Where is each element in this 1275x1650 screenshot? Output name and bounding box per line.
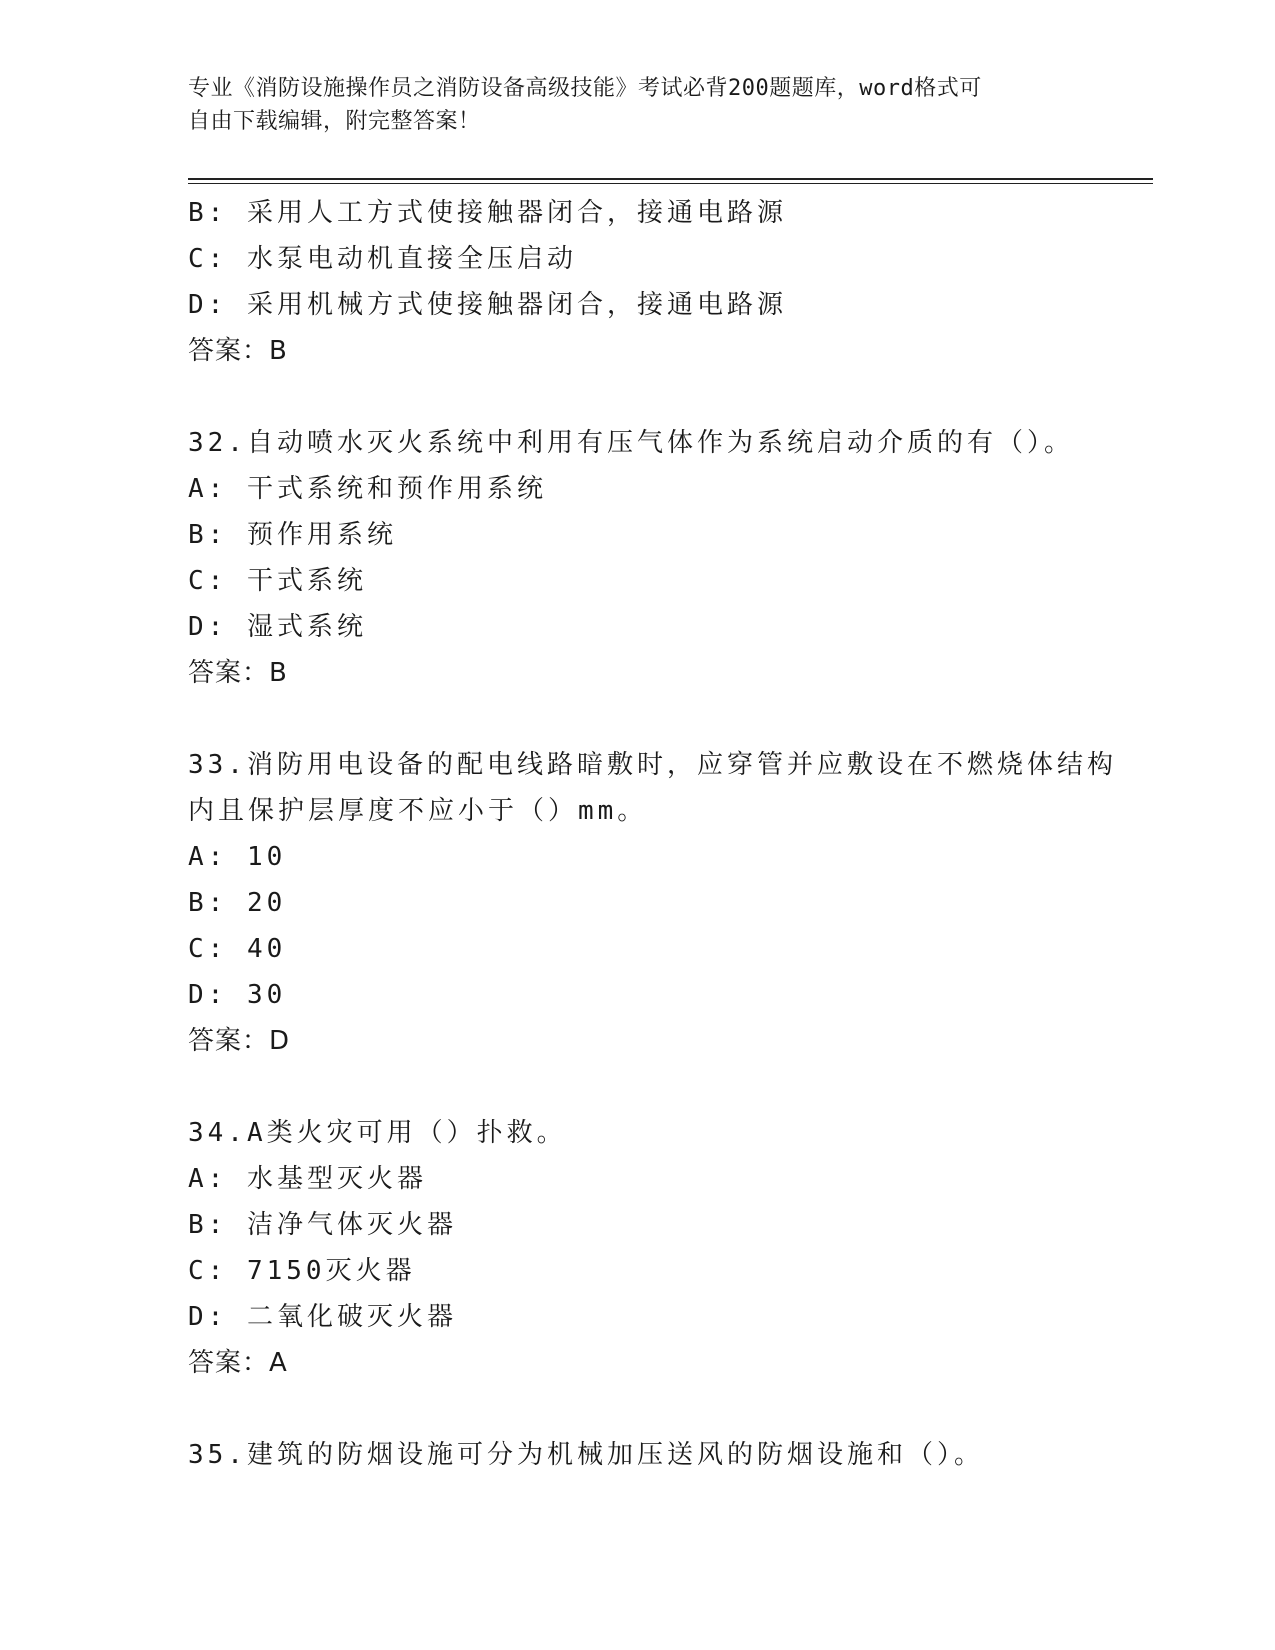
spacer	[188, 1064, 1088, 1110]
question-31	[188, 190, 1088, 374]
question-stem: 33.消防用电设备的配电线路暗敷时，应穿管并应敷设在不燃烧体结构	[188, 750, 1117, 780]
spacer	[188, 696, 1088, 742]
question-stem: 32.自动喷水灭火系统中利用有压气体作为系统启动介质的有（）。	[188, 428, 1074, 458]
question-stem: 34.A类火灾可用（）扑救。	[188, 1118, 567, 1148]
option-b: B: 采用人工方式使接触器闭合，接通电路源	[188, 198, 787, 228]
document-header	[188, 72, 1088, 138]
question-33	[188, 742, 1117, 1064]
option-c: C: 40	[188, 934, 287, 964]
option-d: D: 二氧化破灭火器	[188, 1302, 457, 1332]
option-b: B: 洁净气体灭火器	[188, 1210, 457, 1240]
answer: 答案：B	[188, 336, 288, 366]
question-34	[188, 1110, 1088, 1386]
option-a: A: 干式系统和预作用系统	[188, 474, 547, 504]
option-a: A: 10	[188, 842, 287, 872]
option-b: B: 预作用系统	[188, 520, 397, 550]
header-divider-thin	[188, 183, 1153, 184]
option-c: C: 水泵电动机直接全压启动	[188, 244, 577, 274]
option-b: B: 20	[188, 888, 287, 918]
option-c: C: 干式系统	[188, 566, 367, 596]
spacer	[188, 1386, 1088, 1432]
option-c: C: 7150灭火器	[188, 1256, 416, 1286]
question-32	[188, 420, 1088, 696]
header-line-2: 自由下载编辑，附完整答案！	[188, 109, 481, 134]
question-stem-continued: 内且保护层厚度不应小于（）mm。	[188, 796, 648, 826]
question-35	[188, 1432, 1088, 1478]
spacer	[188, 374, 1088, 420]
header-divider-thick	[188, 178, 1153, 180]
answer: 答案：A	[188, 1348, 288, 1378]
question-stem: 35.建筑的防烟设施可分为机械加压送风的防烟设施和（）。	[188, 1440, 984, 1470]
option-d: D: 湿式系统	[188, 612, 367, 642]
option-d: D: 采用机械方式使接触器闭合，接通电路源	[188, 290, 787, 320]
option-a: A: 水基型灭火器	[188, 1164, 427, 1194]
header-line-1: 专业《消防设施操作员之消防设备高级技能》考试必背200题题库，word格式可	[188, 76, 982, 101]
question-list	[188, 190, 1117, 1478]
answer: 答案：B	[188, 658, 288, 688]
option-d: D: 30	[188, 980, 287, 1010]
answer: 答案：D	[188, 1026, 291, 1056]
